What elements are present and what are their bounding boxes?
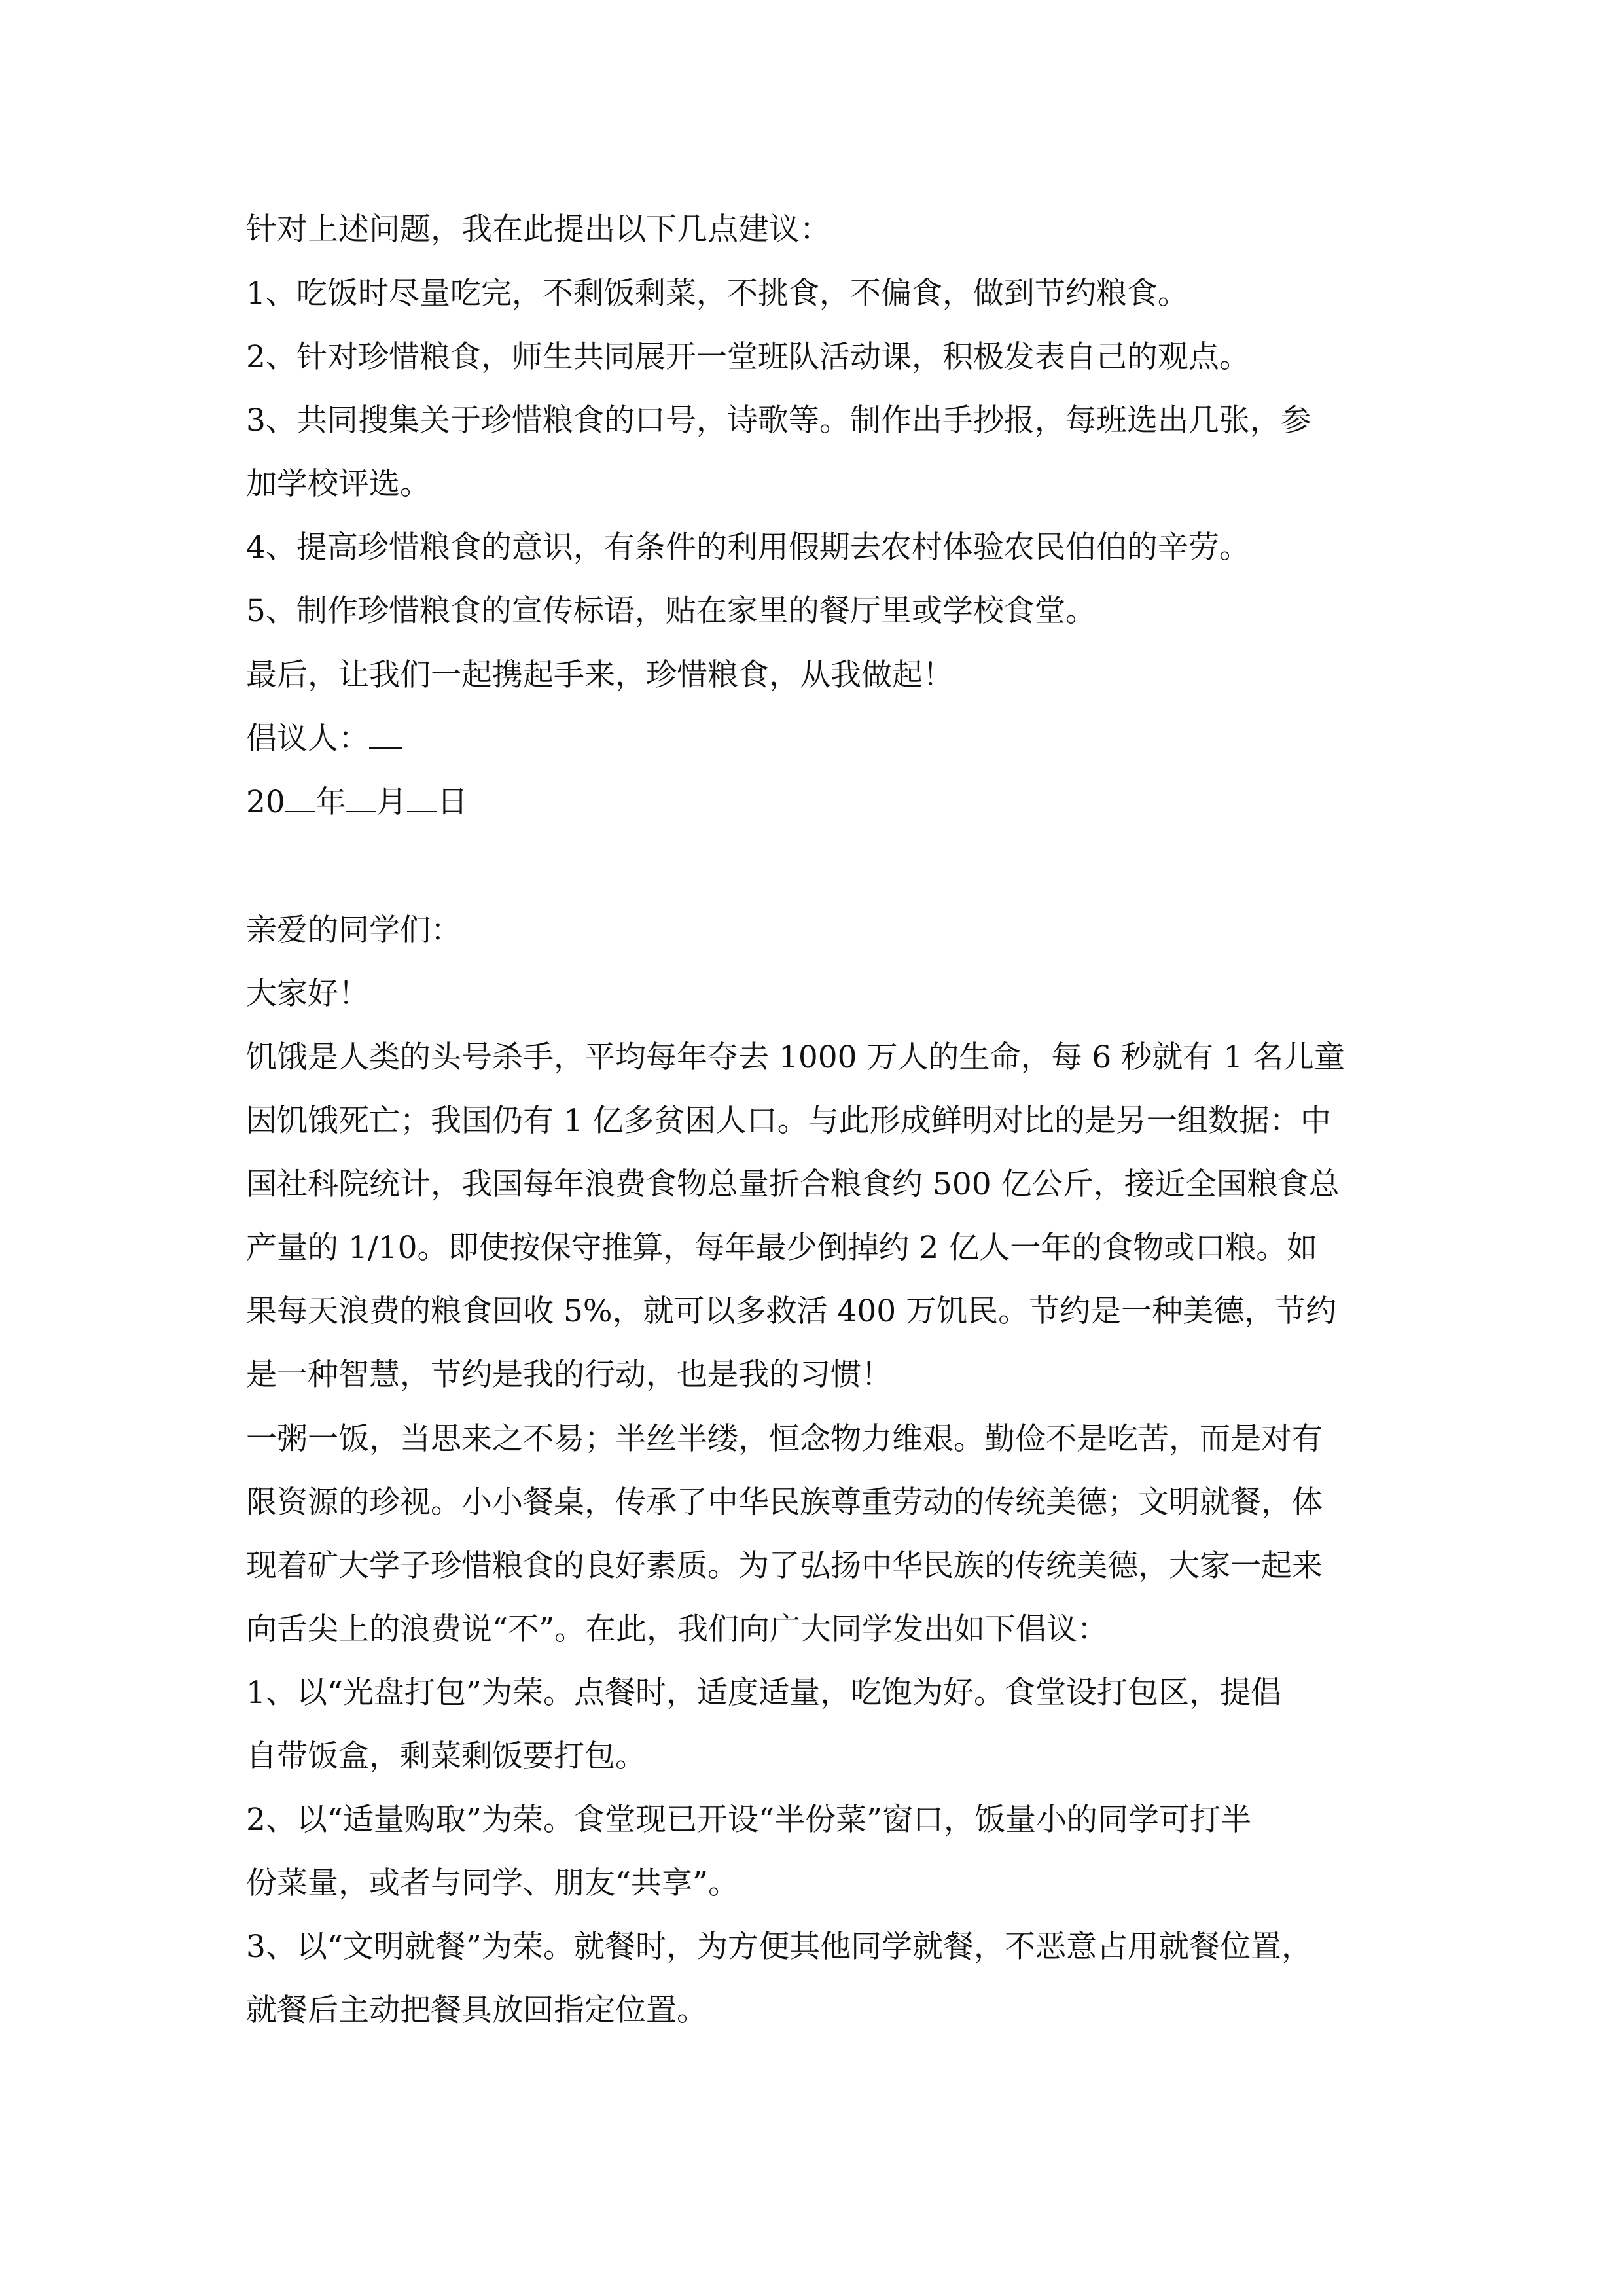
- paragraph-2-line-4: 向舌尖上的浪费说“不”。在此，我们向广大同学发出如下倡议：: [246, 1611, 1109, 1647]
- closing-line: 最后，让我们一起携起手来，珍惜粮食，从我做起！: [246, 657, 954, 693]
- paragraph-1-line-1: 饥饿是人类的头号杀手，平均每年夺去 1000 万人的生命，每 6 秒就有 1 名儿童: [246, 1039, 1346, 1075]
- month-blank: [346, 804, 376, 812]
- date-year: 年: [315, 784, 346, 820]
- proposer-line: [246, 707, 1378, 771]
- suggestions-intro: 针对上述问题，我在此提出以下几点建议：: [246, 211, 830, 247]
- suggestion-item-4: 4、提高珍惜粮食的意识，有条件的利用假期去农村体验农民伯伯的辛劳。: [246, 529, 1250, 565]
- paragraph-1-line-3: 国社科院统计，我国每年浪费食物总量折合粮食约 500 亿公斤，接近全国粮食总: [246, 1166, 1340, 1202]
- suggestion-item-3-line-1: 3、共同搜集关于珍惜粮食的口号，诗歌等。制作出手抄报，每班选出几张，参: [246, 403, 1311, 439]
- paragraph-2-line-3: 现着矿大学子珍惜粮食的良好素质。为了弘扬中华民族的传统美德，大家一起来: [246, 1548, 1323, 1584]
- greeting: 亲爱的同学们：: [246, 912, 461, 948]
- year-blank: [285, 804, 315, 812]
- paragraph-1-line-6: 是一种智慧，节约是我的行动，也是我的习惯！: [246, 1357, 892, 1393]
- suggestion-item-5: 5、制作珍惜粮食的宣传标语，贴在家里的餐厅里或学校食堂。: [246, 593, 1096, 629]
- date-line: [246, 770, 1378, 834]
- proposal-item-2-line-2: 份菜量，或者与同学、朋友“共享”。: [246, 1865, 740, 1901]
- paragraph-2-line-2: 限资源的珍视。小小餐桌，传承了中华民族尊重劳动的传统美德；文明就餐，体: [246, 1484, 1323, 1520]
- proposal-item-3-line-1: 3、以“文明就餐”为荣。就餐时，为方便其他同学就餐，不恶意占用就餐位置，: [246, 1929, 1312, 1965]
- paragraph-2-line-1: 一粥一饭，当思来之不易；半丝半缕，恒念物力维艰。勤俭不是吃苦，而是对有: [246, 1421, 1323, 1457]
- proposer-label: 倡议人：: [246, 721, 369, 757]
- paragraph-1-line-2: 因饥饿死亡；我国仍有 1 亿多贫困人口。与此形成鲜明对比的是另一组数据：中: [246, 1103, 1331, 1139]
- proposer-blank: [369, 741, 402, 749]
- date-month: 月: [376, 784, 407, 820]
- paragraph-1-line-5: 果每天浪费的粮食回收 5%，就可以多救活 400 万饥民。节约是一种美德，节约: [246, 1293, 1337, 1329]
- suggestion-item-2: 2、针对珍惜粮食，师生共同展开一堂班队活动课，积极发表自己的观点。: [246, 339, 1250, 375]
- date-day: 日: [437, 784, 468, 820]
- suggestion-item-1: 1、吃饭时尽量吃完，不剩饭剩菜，不挑食，不偏食，做到节约粮食。: [246, 276, 1188, 312]
- paragraph-1-line-4: 产量的 1/10。即使按保守推算，每年最少倒掉约 2 亿人一年的食物或口粮。如: [246, 1230, 1318, 1266]
- proposal-item-2-line-1: 2、以“适量购取”为荣。食堂现已开设“半份菜”窗口，饭量小的同学可打半: [246, 1802, 1252, 1838]
- hello: 大家好！: [246, 976, 369, 1012]
- proposal-item-1-line-2: 自带饭盒，剩菜剩饭要打包。: [246, 1738, 646, 1774]
- proposal-item-1-line-1: 1、以“光盘打包”为荣。点餐时，适度适量，吃饱为好。食堂设打包区，提倡: [246, 1675, 1281, 1711]
- suggestion-item-3-line-2: 加学校评选。: [246, 466, 431, 502]
- day-blank: [407, 804, 437, 812]
- date-prefix: 20: [246, 784, 285, 820]
- proposal-item-3-line-2: 就餐后主动把餐具放回指定位置。: [246, 1992, 707, 2028]
